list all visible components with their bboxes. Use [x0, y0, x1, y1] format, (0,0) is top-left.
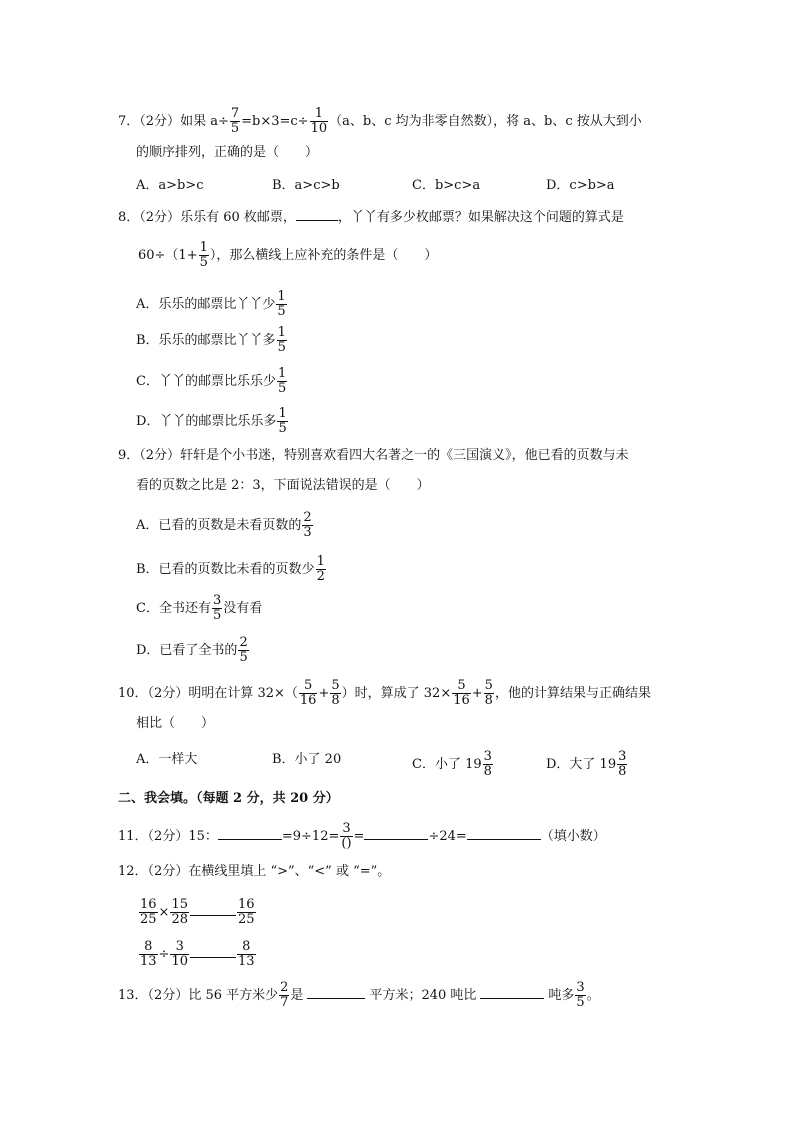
- q7-option-d[interactable]: D．c>b>a: [546, 178, 615, 193]
- q7-line2: 的顺序排列，正确的是（ ）: [136, 145, 319, 160]
- q10-option-c[interactable]: C．小了 19 $\frac{3}{8}$: [412, 749, 492, 779]
- answer-blank[interactable]: [190, 945, 236, 958]
- q7-text: 如果 a÷: [180, 114, 229, 129]
- fraction: $\frac{1}{5}$: [277, 325, 286, 355]
- fraction: $\frac{3}{5}$: [212, 593, 222, 623]
- q8-option-c[interactable]: C．丫丫的邮票比乐乐少 $\frac{1}{5}$: [136, 366, 287, 396]
- answer-blank[interactable]: [218, 827, 282, 840]
- q9-option-b[interactable]: B．已看的页数比未看的页数少 $\frac{1}{2}$: [136, 554, 325, 584]
- answer-blank[interactable]: [190, 903, 236, 916]
- fraction: $\frac{3}{10}$: [171, 939, 188, 969]
- q7-line1: [118, 107, 642, 136]
- fraction: $\frac{16}{25}$: [140, 897, 157, 927]
- fraction: $\frac{15}{28}$: [171, 897, 188, 927]
- fraction: $\frac{3}{8}$: [618, 749, 627, 779]
- q7-text: （a、b、c 均为非零自然数），将 a、b、c 按从大到小: [329, 114, 642, 129]
- q7-score: （2分）: [139, 114, 181, 129]
- fraction: $\frac{2}{3}$: [303, 510, 312, 540]
- answer-blank[interactable]: [364, 827, 428, 840]
- fraction: $\frac{8}{13}$: [238, 939, 255, 969]
- q7-number: 7．: [118, 114, 140, 129]
- fraction: $\frac{1}{5}$: [199, 240, 208, 270]
- q7-option-b[interactable]: B．a>c>b: [272, 178, 340, 193]
- q10-line2: 相比（ ）: [136, 716, 215, 731]
- q8-option-d[interactable]: D．丫丫的邮票比乐乐多 $\frac{1}{5}$: [136, 406, 287, 436]
- fraction: $\frac{1}{10}$: [310, 106, 328, 136]
- fraction: $\frac{5}{8}$: [484, 678, 493, 708]
- q8-option-a[interactable]: A．乐乐的邮票比丫丫少 $\frac{1}{5}$: [136, 289, 286, 319]
- q11-line: 11．（2分）15： =9÷12= 3 () = ÷24= （填小数）: [118, 821, 606, 851]
- q10-option-a[interactable]: A．一样大: [136, 752, 198, 767]
- fraction: $\frac{1}{5}$: [278, 406, 287, 436]
- fraction: $\frac{2}{5}$: [239, 635, 248, 665]
- fraction: $\frac{5}{16}$: [453, 678, 470, 708]
- answer-blank[interactable]: [480, 986, 544, 999]
- section-heading: 二、我会填。（每题 2 分，共 20 分）: [118, 791, 339, 806]
- answer-blank[interactable]: [467, 827, 541, 840]
- q9-option-d[interactable]: D．已看了全书的 $\frac{2}{5}$: [136, 635, 248, 665]
- fraction: $\frac{1}{5}$: [277, 289, 286, 319]
- q8-line2: 60÷（1+ $\frac{1}{5}$ ），那么横线上应补充的条件是（ ）: [138, 240, 438, 270]
- answer-blank[interactable]: [307, 986, 365, 999]
- fraction: $\frac{8}{13}$: [140, 939, 157, 969]
- fraction: $\frac{16}{25}$: [238, 897, 255, 927]
- fraction: $\frac{7}{5}$: [230, 106, 240, 136]
- q8-line1: 8．（2分）乐乐有 60 枚邮票， ，丫丫有多少枚邮票？如果解决这个问题的算式是: [118, 210, 624, 225]
- q13-line: 13．（2分）比 56 平方米少 $\frac{2}{7}$ 是 平方米；240 吨比 吨多 $\frac{3}{5}$ 。: [118, 980, 600, 1010]
- q12-row-2: $\frac{8}{13}$ ÷ $\frac{3}{10}$ $\frac{8}{13}$: [140, 939, 255, 969]
- q7-option-c[interactable]: C．b>c>a: [412, 178, 481, 193]
- fraction: $\frac{2}{7}$: [280, 980, 289, 1010]
- fraction: $\frac{1}{5}$: [277, 366, 287, 396]
- q9-option-c[interactable]: C．全书还有 $\frac{3}{5}$ 没有看: [136, 593, 263, 623]
- q7-option-a[interactable]: A．a>b>c: [136, 178, 204, 193]
- fraction: $\frac{5}{16}$: [299, 678, 317, 708]
- q7-text: =b×3=c÷: [241, 114, 309, 129]
- answer-blank[interactable]: [296, 208, 338, 221]
- q9-line1: 9．（2分）轩轩是个小书迷，特别喜欢看四大名著之一的《三国演义》，他已看的页数与未: [118, 448, 629, 463]
- q9-line2: 看的页数之比是 2：3，下面说法错误的是（ ）: [136, 478, 430, 493]
- fraction: $\frac{5}{8}$: [331, 678, 340, 708]
- fraction: $\frac{1}{2}$: [316, 554, 325, 584]
- fraction: $\frac{3}{5}$: [576, 980, 585, 1010]
- q10-option-d[interactable]: D．大了 19 $\frac{3}{8}$: [546, 749, 627, 779]
- q8-option-b[interactable]: B．乐乐的邮票比丫丫多 $\frac{1}{5}$: [136, 325, 286, 355]
- q10-line1: 10．（2分）明明在计算 32×（ $\frac{5}{16}$ + $\frac{5}{8}$ ）时，算成了 32× $\frac{5}{16}$ + $\frac{5}{8}$ ，他的计算结果与正确结果: [118, 678, 651, 708]
- fraction: 3 (): [341, 821, 352, 851]
- q10-option-b[interactable]: B．小了 20: [272, 752, 342, 767]
- q12-line: 12．（2分）在横线里填上 “>”、“<” 或 “=”。: [118, 864, 391, 879]
- q9-option-a[interactable]: A．已看的页数是未看页数的 $\frac{2}{3}$: [136, 510, 312, 540]
- fraction: $\frac{3}{8}$: [483, 749, 492, 779]
- q12-row-1: $\frac{16}{25}$ × $\frac{15}{28}$ $\frac{16}{25}$: [140, 897, 255, 927]
